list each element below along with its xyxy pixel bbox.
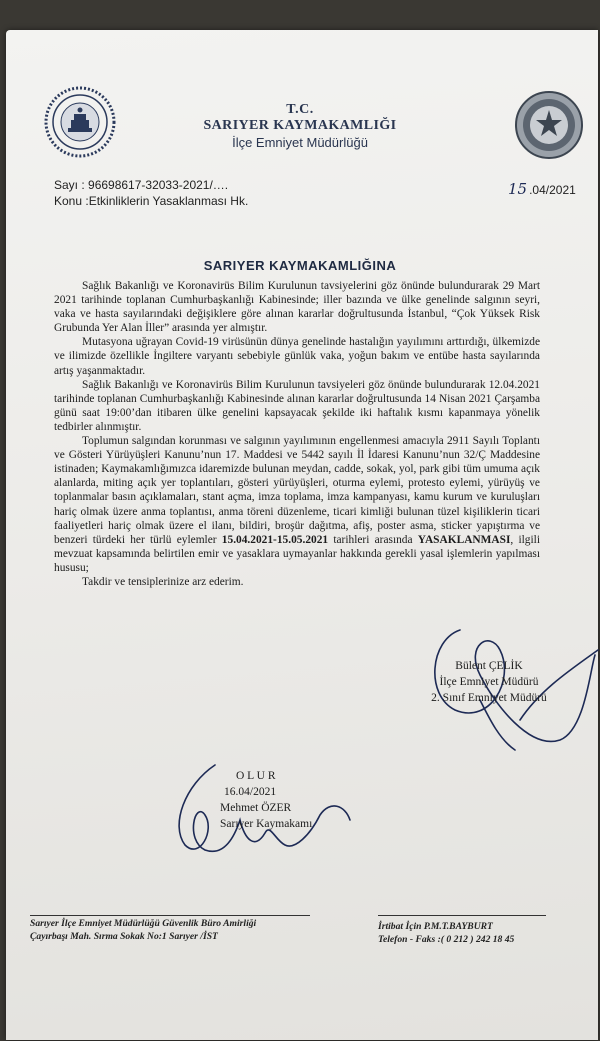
footer-street: Çayırbaşı Mah. Sırma Sokak No:1 Sarıyer /İST — [30, 931, 218, 942]
paragraph-4-text-b: tarihleri arasında — [328, 533, 418, 546]
header-kaymakamlik: SARIYER KAYMAKAMLIĞI — [203, 118, 397, 133]
signer-title-2: 2. Sınıf Emniyet Müdürü — [431, 692, 547, 704]
signer-title-1: İlçe Emniyet Müdürü — [439, 676, 539, 688]
paragraph-5: Takdir ve tensiplerinize arz ederim. — [82, 575, 244, 588]
paragraph-4 — [54, 434, 540, 575]
footer-contact — [378, 920, 514, 946]
paragraph-4-text: Toplumun salgından korunması ve salgının yayılımının engellenmesi amacıyla 2911 Sayılı Toplantı ve Gösteri Yürüyüşleri Kanunu’nun 17. Maddesi ve 5442 sayılı İl İdaresi Kanunu’nun 32/Ç Maddesine istinaden; Kaymakamlığımızca idaremizde bulunan meydan, cadde, sokak, yol, park gibi tüm umuma açık alanlarda, miting açık yer toplantıları, gösteri yürüyüşleri, oturma eylemi, protesto eylemi, yürüyüş ve toplanmalar basın açıklamaları, stant açma, imza toplama, imza kampanyası, kamu kurum ve kuruluşları hariç olmak üzere anma toplantısı, anma töreni düzenleme, ticari kimliği bulunan tüzel kişiliklerin ticari faaliyetleri hariç olmak üzere el ilanı, bildiri, broşür dağıtma, afiş, poster asma, sticker yapıştırma ve benzeri türdeki her türlü eylemler — [54, 435, 540, 546]
paragraph-4-text-c: , ilgili mevzuat kapsamında belirtilen emir ve yasaklara uymayanlar hakkında gerekli yasal işlemlerin yapılması hususu; — [54, 533, 540, 574]
footer-contact-person: İrtibat İçin P.M.T.BAYBURT — [378, 921, 493, 932]
paragraph-3: Sağlık Bakanlığı ve Koronavirüs Bilim Kurulunun tavsiyeleri göz önünde bulundurarak 12.04.2021 tarihinde toplanan Cumhurbaşkanlığı Kabinesinde alınan kararlar doğrultusunda 14 Nisan 2021 Çarşamba günü saat 19:00’dan itibaren ülke genelini kapsayacak şekilde iki haftalık kısmı kapanmaya yönelik tedbirler alınmıştır. — [54, 378, 540, 433]
header-tc: T.C. — [286, 102, 314, 117]
approval-title: Sarıyer Kaymakamı — [220, 818, 313, 830]
approval-name: Mehmet ÖZER — [220, 802, 292, 814]
signer-name: Bülent ÇELİK — [455, 660, 523, 672]
approval-block — [196, 768, 336, 832]
document-subject: Konu :Etkinliklerin Yasaklanması Hk. — [54, 194, 249, 208]
date-day-handwritten: 15 — [508, 180, 528, 198]
paragraph-1: Sağlık Bakanlığı ve Koronavirüs Bilim Kurulunun tavsiyelerini göz önünde bulundurarak 29 Mart 2021 tarihinde toplanan Cumhurbaşkanlığı Kabinesinde; iller bazında ve ülke genelinde salgının seyri, vaka ve hasta sayılarındaki değişiklere göre alınan kararlar doğrultusunda İstanbul, “Çok Yüksek Risk Grubunda Yer Alan İller” arasında yer almıştır. — [54, 280, 540, 335]
header-mudurluk: İlçe Emniyet Müdürlüğü — [232, 135, 368, 150]
approval-date: 16.04/2021 — [224, 786, 277, 798]
date-rest: .04/2021 — [529, 183, 576, 197]
addressee: SARIYER KAYMAKAMLIĞINA — [203, 258, 397, 273]
paragraph-2: Mutasyona uğrayan Covid-19 virüsünün dünya genelinde hastalığın yayılımını arttırdığı, ülkemizde ve ilimizde özellikle İngiltere varyantı sebebiyle günlük vaka, yoğun bakım ve entübe hasta sayılarında artış yaşanmaktadır. — [54, 336, 540, 377]
ban-word: YASAKLANMASI — [417, 533, 511, 546]
ban-dates: 15.04.2021-15.05.2021 — [221, 533, 329, 546]
document-date — [508, 180, 576, 198]
document-number: Sayı : 96698617-32033-2021/…. — [54, 178, 229, 192]
footer-address — [30, 917, 256, 943]
footer-rule-right — [378, 915, 546, 916]
footer-unit: Sarıyer İlçe Emniyet Müdürlüğü Güvenlik Büro Amirliği — [30, 918, 257, 929]
signer-block — [404, 658, 574, 706]
footer-phone: Telefon - Faks :( 0 212 ) 242 18 45 — [378, 934, 515, 945]
letter-body — [54, 279, 540, 589]
footer-rule-left — [30, 915, 310, 916]
approval-olur: O L U R — [236, 770, 276, 782]
